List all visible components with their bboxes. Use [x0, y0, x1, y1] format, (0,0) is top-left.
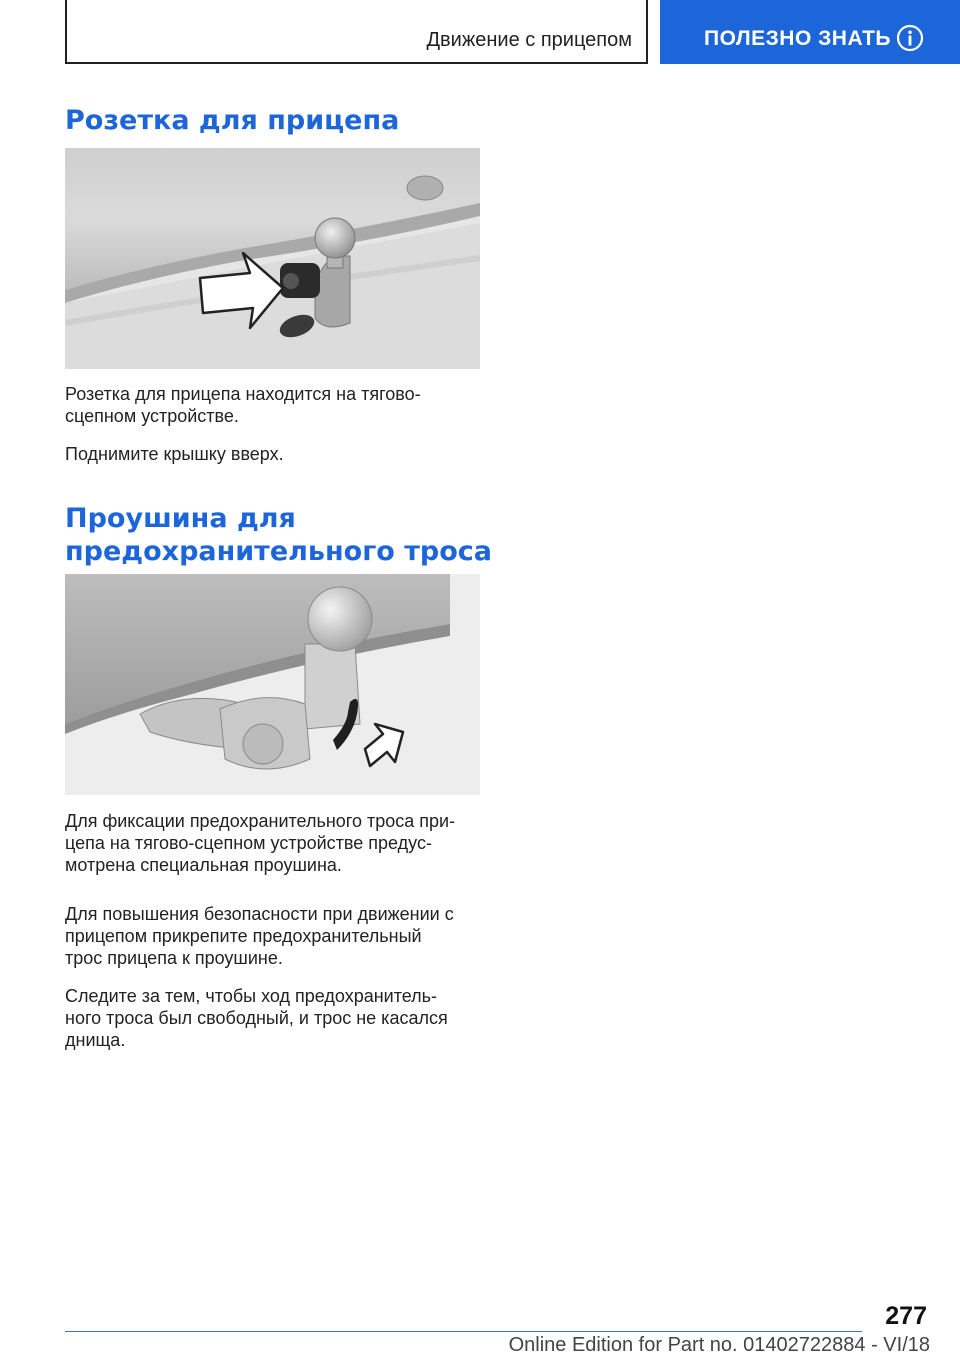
- section-title-safety-eyelet: Проушина для предохранительного троса: [65, 503, 493, 567]
- section-badge: [660, 0, 960, 64]
- safety-cable-eyelet-illustration: [65, 574, 480, 795]
- paragraph: Для фиксации предохранительного троса при- цепа на тягово-сцепном устройстве предус- мотрена специальная проушина.: [65, 811, 456, 875]
- section-title-trailer-socket: Розетка для прицепа: [65, 105, 400, 136]
- footer-edition: Online Edition for Part no. 01402722884 - VI/18: [508, 1334, 930, 1356]
- paragraph: Для повышения безопасности при движении с прицепом прикрепите предохранительный трос прицепа к проушине.: [65, 904, 454, 968]
- section-badge-label: ПОЛЕЗНО ЗНАТЬ: [704, 27, 891, 50]
- info-icon: [896, 24, 924, 52]
- paragraph: Розетка для прицепа находится на тягово- сцепном устройстве.: [65, 384, 421, 426]
- paragraph: Поднимите крышку вверх.: [65, 444, 284, 464]
- trailer-socket-illustration: [65, 148, 480, 369]
- header-chapter-box: [65, 0, 648, 64]
- chapter-title: Движение с прицепом: [426, 29, 632, 51]
- page-number: 277: [885, 1302, 927, 1330]
- footer-divider: [65, 1331, 862, 1332]
- paragraph: Следите за тем, чтобы ход предохранитель- ного троса был свободный, и трос не касался днища.: [65, 986, 448, 1050]
